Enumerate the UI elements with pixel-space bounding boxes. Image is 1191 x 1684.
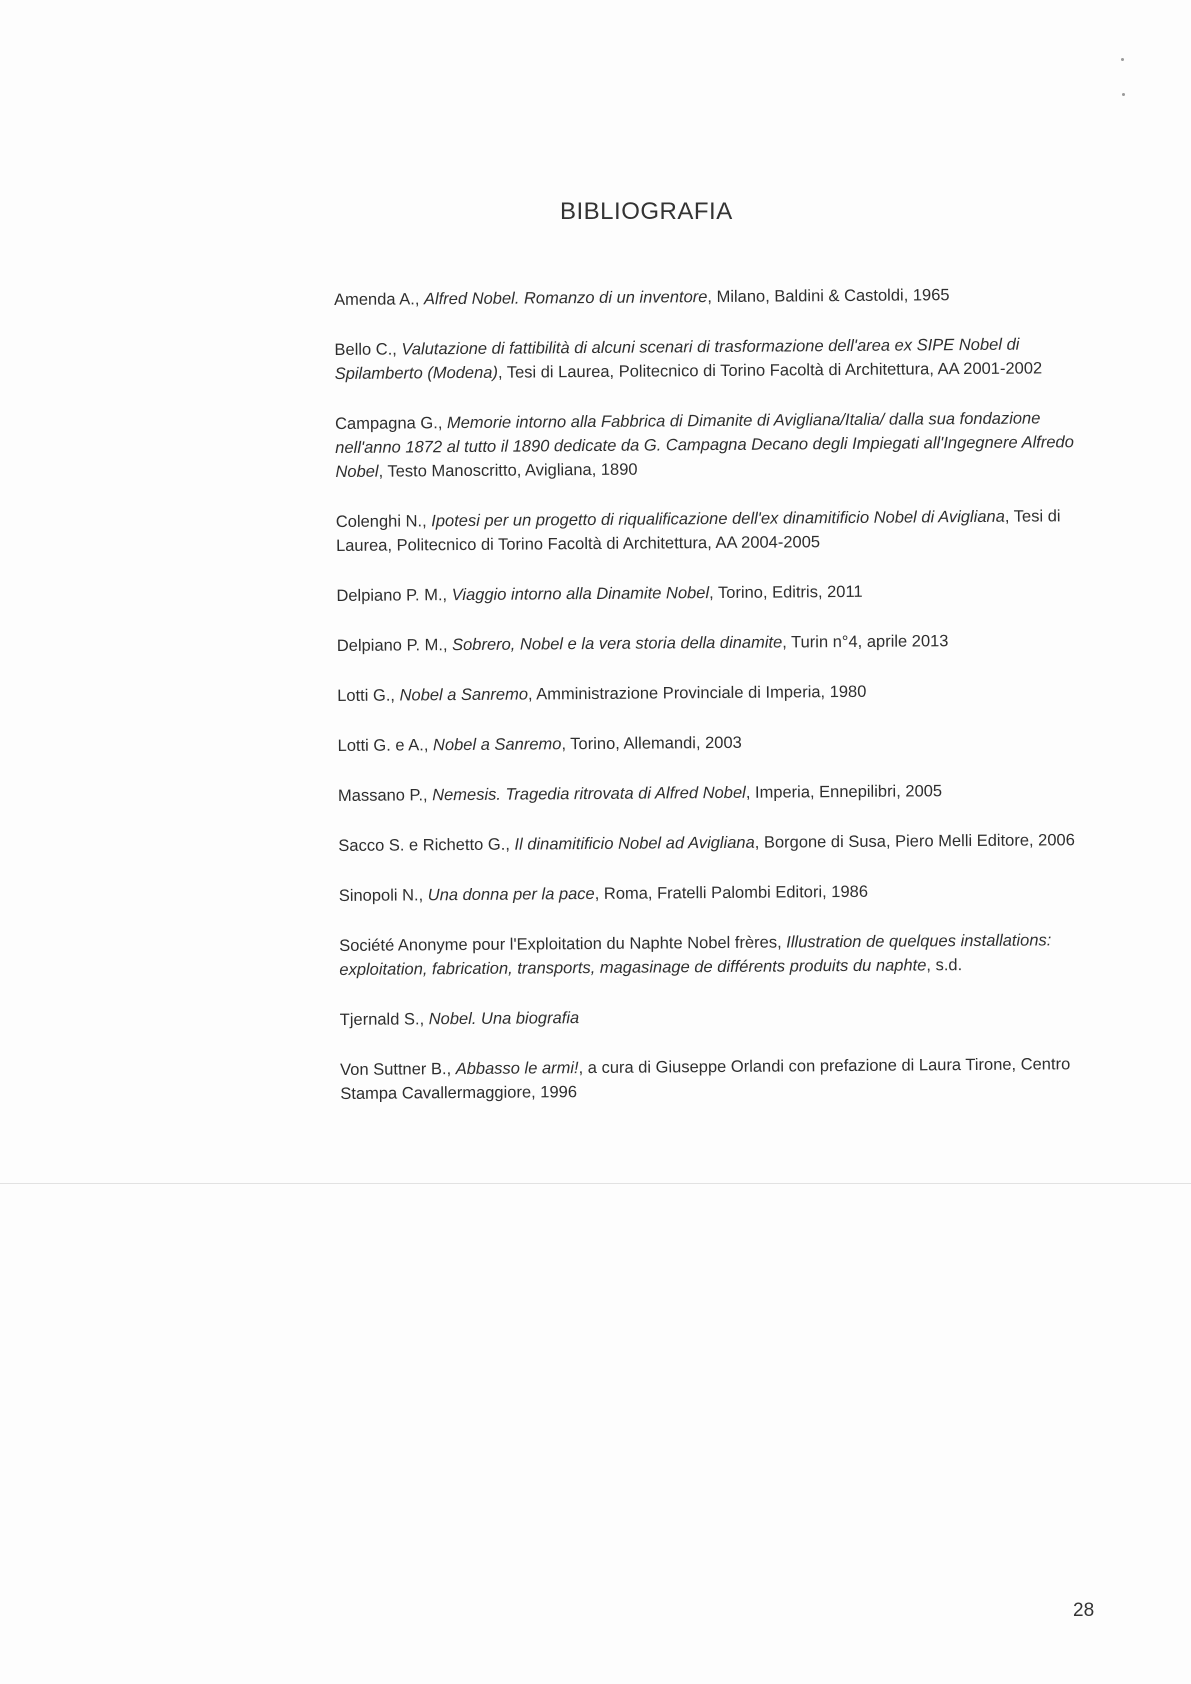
entry-details: , Amministrazione Provinciale di Imperia, 1980 xyxy=(527,682,867,704)
entry-details: , Torino, Allemandi, 2003 xyxy=(561,733,742,754)
bibliography-entry xyxy=(338,778,1098,808)
entry-title: Nemesis. Tragedia ritrovata di Alfred Nobel xyxy=(432,783,746,805)
entry-author: Massano P., xyxy=(337,786,433,805)
entry-title: Viaggio intorno alla Dinamite Nobel xyxy=(451,584,710,605)
entry-title: Sobrero, Nobel e la vera storia della dinamite xyxy=(452,633,783,655)
entry-author: Campagna G., xyxy=(334,414,448,433)
bibliography-entry xyxy=(339,878,1099,908)
entry-author: Lotti G. e A., xyxy=(337,736,434,755)
bibliography-entry xyxy=(340,1002,1100,1032)
entry-author: Société Anonyme pour l'Exploitation du Naphte Nobel frères, xyxy=(339,933,787,955)
bibliography-entry xyxy=(337,628,1097,658)
bibliography-entry xyxy=(335,406,1096,484)
scan-speck xyxy=(1122,93,1125,96)
entry-details: , Borgone di Susa, Piero Melli Editore, 2006 xyxy=(754,831,1075,852)
entry-title: Ipotesi per un progetto di riqualificazione dell'ex dinamitificio Nobel di Avigliana xyxy=(431,507,1005,531)
entry-title: Alfred Nobel. Romanzo di un inventore xyxy=(423,288,708,309)
entry-details: , Tesi di Laurea, Politecnico di Torino Facoltà di Architettura, AA 2004-2005 xyxy=(335,507,1061,555)
bibliography-entry xyxy=(338,728,1098,758)
entry-author: Von Suttner B., xyxy=(340,1060,456,1079)
entry-title: Abbasso le armi! xyxy=(455,1059,579,1079)
entry-author: Amenda A., xyxy=(334,290,425,309)
scan-speck xyxy=(1121,58,1124,61)
bibliography-entry xyxy=(334,332,1094,386)
entry-author: Delpiano P. M., xyxy=(336,636,453,655)
scan-divider-line xyxy=(0,1183,1191,1184)
entry-title: Illustration de quelques installations: exploitation, fabrication, transports, magasinage de différents produits du naphte xyxy=(339,931,1052,979)
entry-title: Nobel a Sanremo xyxy=(432,735,562,755)
bibliography-entry xyxy=(334,282,1094,312)
entry-author: Sinopoli N., xyxy=(338,886,428,905)
bibliography-entry xyxy=(338,828,1098,858)
entry-details: , Tesi di Laurea, Politecnico di Torino Facoltà di Architettura, AA 2001-2002 xyxy=(497,359,1043,382)
entry-details: , Imperia, Ennepilibri, 2005 xyxy=(745,782,943,802)
entry-title: Nobel. Una biografia xyxy=(428,1009,580,1029)
entry-author: Bello C., xyxy=(334,340,402,359)
bibliography-list xyxy=(334,282,1101,1132)
bibliography-entry xyxy=(337,678,1097,708)
entry-details: , Turin n°4, aprile 2013 xyxy=(782,632,949,652)
entry-title: Il dinamitificio Nobel ad Avigliana xyxy=(514,833,755,854)
entry-author: Colenghi N., xyxy=(335,512,432,531)
entry-title: Nobel a Sanremo xyxy=(399,685,529,705)
entry-title: Memorie intorno alla Fabbrica di Dimanite di Avigliana/Italia/ dalla sua fondazione nell'anno 1872 al tutto il 1890 dedicate da G. Campagna Decano degli Impiegati all'Ingegnere Alfredo Nobel xyxy=(335,409,1074,481)
entry-details: , a cura di Giuseppe Orlandi con prefazione di Laura Tirone, Centro Stampa Cavallermaggiore, 1996 xyxy=(340,1055,1071,1103)
entry-author: Delpiano P. M., xyxy=(336,586,452,605)
entry-author: Sacco S. e Richetto G., xyxy=(338,835,515,855)
bibliography-entry xyxy=(339,928,1099,982)
entry-author: Tjernald S., xyxy=(339,1010,429,1029)
entry-details: , Testo Manoscritto, Avigliana, 1890 xyxy=(378,460,638,481)
entry-details: , Milano, Baldini & Castoldi, 1965 xyxy=(707,286,950,307)
entry-title: Valutazione di fattibilità di alcuni scenari di trasformazione dell'area ex SIPE Nobel di Spilamberto (Modena) xyxy=(334,335,1020,383)
bibliography-entry xyxy=(336,504,1096,558)
entry-title: Una donna per la pace xyxy=(427,884,595,905)
entry-details: , s.d. xyxy=(926,956,963,975)
page-number: 28 xyxy=(1073,1600,1095,1621)
page-title: BIBLIOGRAFIA xyxy=(560,198,733,225)
bibliography-entry xyxy=(340,1052,1100,1106)
entry-author: Lotti G., xyxy=(337,686,400,705)
entry-details: , Roma, Fratelli Palombi Editori, 1986 xyxy=(594,882,869,903)
bibliography-entry xyxy=(336,578,1096,608)
entry-details: , Torino, Editris, 2011 xyxy=(709,582,863,603)
